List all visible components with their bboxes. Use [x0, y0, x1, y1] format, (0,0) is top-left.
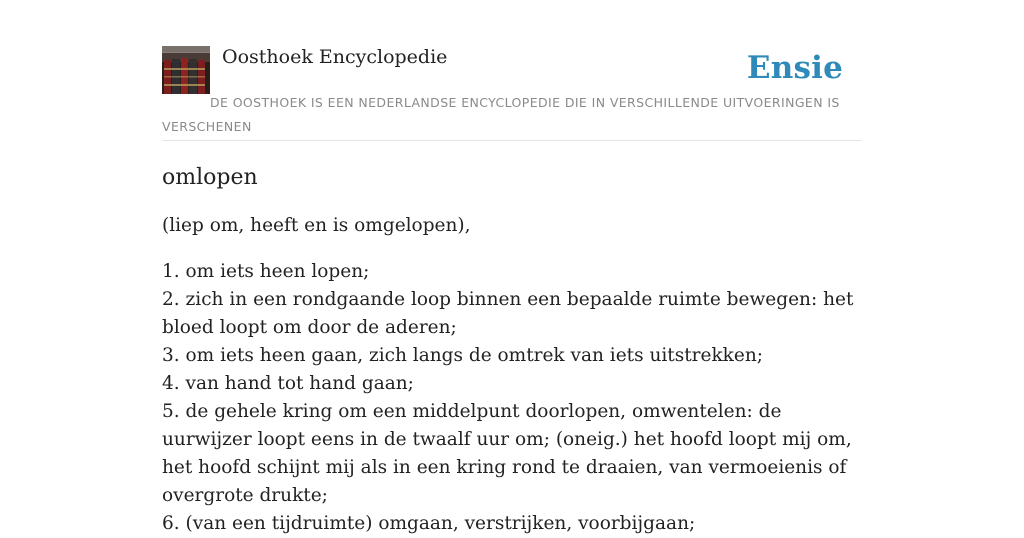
entry-grammar: (liep om, heeft en is omgelopen),: [162, 215, 471, 236]
sense-item: 2. zich in een rondgaande loop binnen een bepaalde ruimte bewegen: het bloed loopt om door de aderen;: [162, 289, 854, 338]
entry-headword: omlopen: [162, 165, 258, 190]
entry-content: [162, 160, 862, 538]
entry-senses-list: [162, 258, 862, 538]
site-header: [162, 46, 862, 141]
site-tagline: DE OOSTHOEK IS EEN NEDERLANDSE ENCYCLOPEDIE DIE IN VERSCHILLENDE UITVOERINGEN IS VERSCHENEN: [162, 95, 840, 134]
sense-item: 6. (van een tijdruimte) omgaan, verstrijken, voorbijgaan;: [162, 513, 696, 534]
encyclopedia-books-icon[interactable]: [162, 46, 210, 94]
site-name-link[interactable]: Oosthoek Encyclopedie: [222, 46, 448, 68]
sense-item: 4. van hand tot hand gaan;: [162, 373, 414, 394]
ensie-logo-link[interactable]: Ensie: [746, 50, 843, 86]
sense-item: 5. de gehele kring om een middelpunt doorlopen, omwentelen: de uurwijzer loopt eens in de twaalf uur om; (oneig.) het hoofd loopt mij om, het hoofd schijnt mij als in een kring rond te draaien, van vermoeienis of overgrote drukte;: [162, 401, 852, 506]
avatar-image: [162, 46, 210, 94]
sense-item: 1. om iets heen lopen;: [162, 261, 370, 282]
sense-item: 3. om iets heen gaan, zich langs de omtrek van iets uitstrekken;: [162, 345, 763, 366]
